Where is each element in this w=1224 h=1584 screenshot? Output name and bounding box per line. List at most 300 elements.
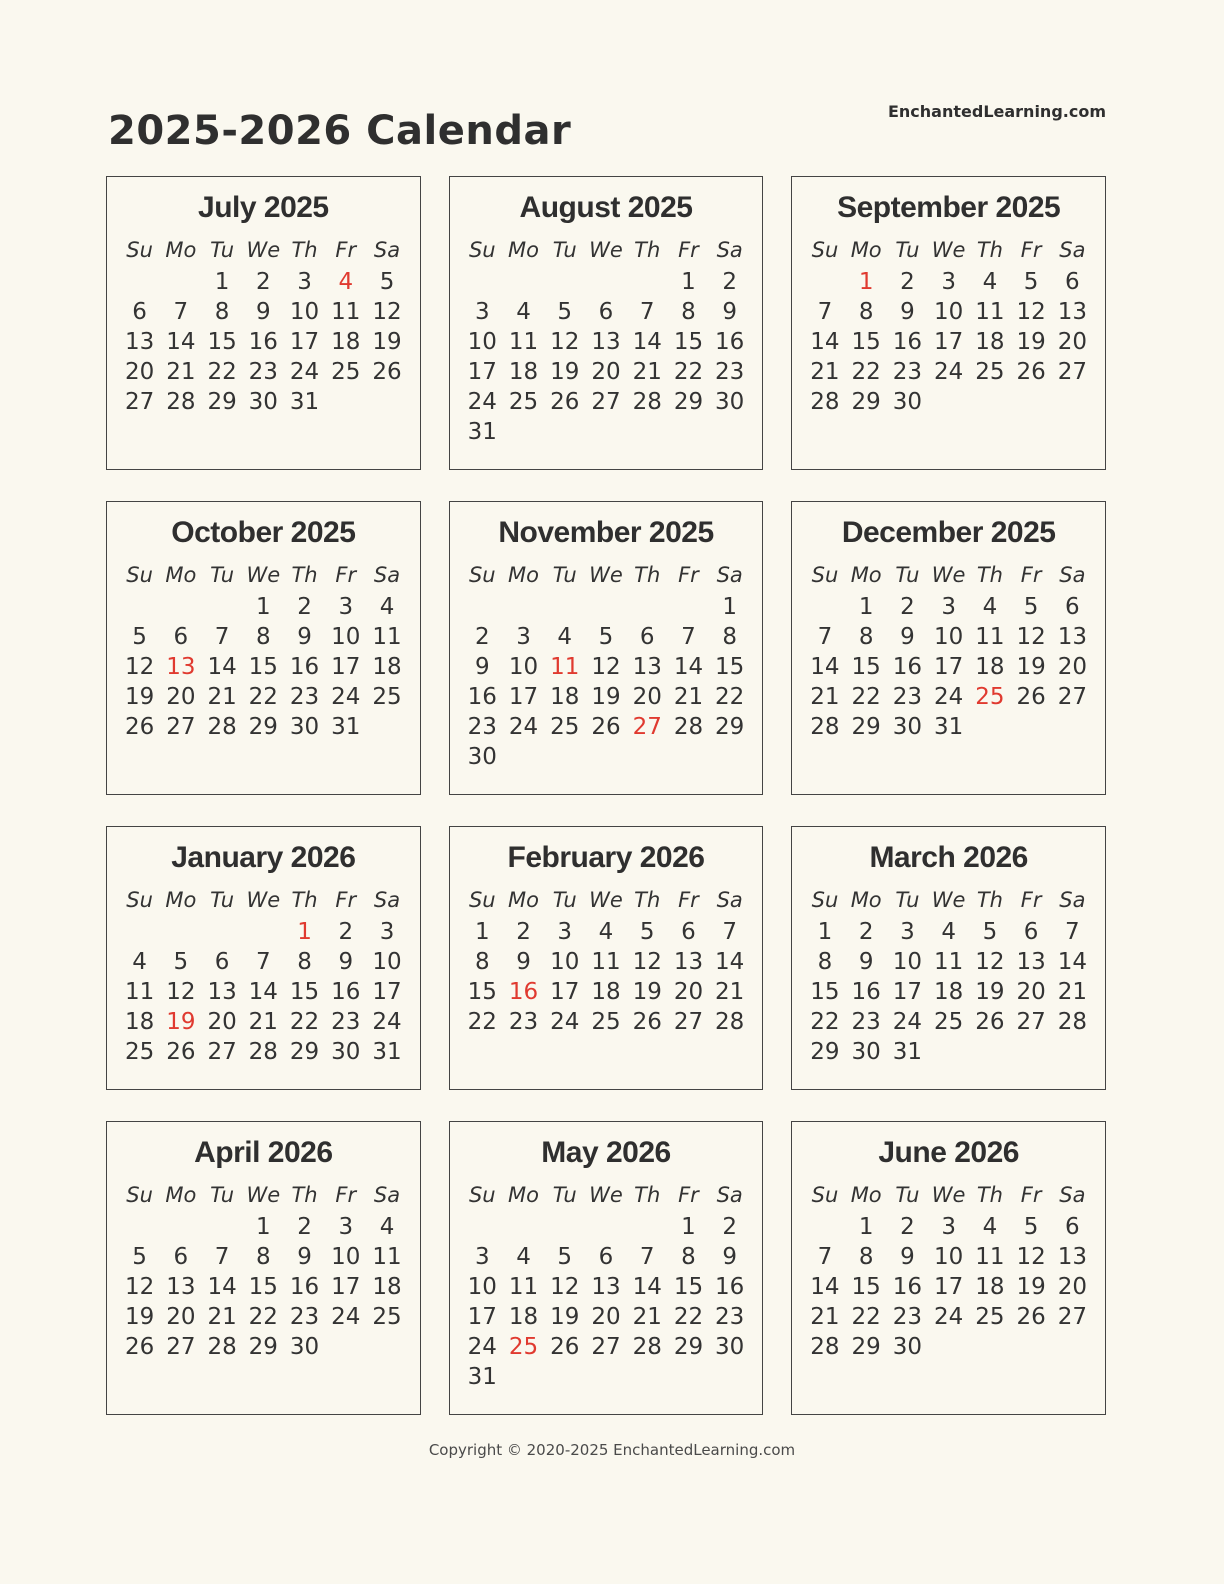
weekday-label: We [931,888,966,912]
day-cell: 6 [132,299,147,325]
day-cell: 10 [289,299,320,325]
day-cell: 4 [557,624,573,650]
day-cell: 28 [715,1009,745,1035]
day-cell: 19 [1016,1274,1046,1300]
day-cell: 24 [550,1009,580,1035]
day-cell: 31 [467,1364,497,1390]
day-cell: 12 [166,979,196,1005]
day-cell: 9 [722,299,738,325]
day-cell: 5 [557,299,573,325]
day-grid [804,592,1093,742]
month-box-march-2026 [791,826,1106,1090]
day-cell: 3 [379,919,395,945]
day-cell: 24 [467,1334,497,1360]
day-cell: 12 [1016,299,1046,325]
day-cell: 3 [338,594,354,620]
day-cell: 4 [516,299,531,325]
weekday-label: Tu [210,1183,235,1207]
day-cell: 8 [858,1244,874,1270]
day-cell: 29 [248,1334,278,1360]
day-cell: 12 [124,1274,155,1300]
day-cell: 10 [508,654,539,680]
weekday-label: Mo [165,888,197,912]
day-cell: 26 [550,389,580,415]
weekday-label: Fr [678,563,699,587]
day-cell: 30 [331,1039,361,1065]
day-cell: 18 [372,1274,402,1300]
day-cell: 16 [289,654,320,680]
weekday-label: Tu [895,1183,920,1207]
day-cell: 25 [124,1039,155,1065]
day-cell: 10 [331,624,361,650]
empty-day-cell [160,917,201,947]
empty-day-cell [544,267,585,297]
day-cell: 10 [550,949,580,975]
day-cell: 1 [256,1214,271,1240]
day-cell: 3 [557,919,573,945]
day-cell: 29 [810,1039,840,1065]
day-cell: 13 [591,1274,621,1300]
day-cell: 18 [331,329,361,355]
day-cell: 8 [297,949,312,975]
day-cell: 21 [810,359,840,385]
day-cell: 17 [467,359,497,385]
weekday-label: We [931,1183,966,1207]
day-cell: 8 [681,299,696,325]
day-cell: 20 [1057,654,1087,680]
day-cell: 3 [941,594,956,620]
day-cell: 26 [124,1334,155,1360]
day-cell: 4 [379,594,395,620]
empty-day-cell [119,267,160,297]
day-cell: 13 [632,654,662,680]
day-cell-holiday: 1 [858,269,874,295]
day-cell: 28 [207,714,237,740]
weekday-label: Tu [552,238,577,262]
weekday-label: Su [468,1183,496,1207]
day-cell: 24 [892,1009,923,1035]
day-cell: 19 [591,684,621,710]
day-cell: 18 [124,1009,155,1035]
day-cell: 22 [207,359,237,385]
weekday-label: Mo [508,563,539,587]
day-cell: 27 [591,389,621,415]
day-cell: 23 [248,359,278,385]
day-cell: 2 [900,1214,915,1240]
day-cell: 28 [632,389,662,415]
day-cell: 22 [673,1304,704,1330]
day-cell: 9 [474,654,490,680]
empty-day-cell [243,917,284,947]
empty-day-cell [462,1212,503,1242]
day-cell: 6 [598,299,614,325]
weekday-label: Tu [552,1183,577,1207]
day-cell: 12 [1016,1244,1046,1270]
day-cell: 4 [379,1214,395,1240]
day-cell: 9 [338,949,354,975]
month-box-may-2026 [449,1121,764,1415]
weekday-label: Th [291,238,318,262]
day-cell: 24 [331,684,361,710]
day-cell: 14 [673,654,704,680]
day-cell: 2 [297,1214,312,1240]
day-cell: 8 [681,1244,696,1270]
day-cell: 17 [934,1274,964,1300]
day-cell: 17 [372,979,402,1005]
day-cell: 13 [591,329,621,355]
day-cell: 30 [467,744,497,770]
weekday-label: Su [126,563,153,587]
weekday-label: Sa [1059,1183,1086,1207]
day-cell: 2 [722,1214,738,1240]
day-cell: 25 [331,359,361,385]
day-cell: 26 [550,1334,580,1360]
month-box-october-2025 [106,501,421,795]
day-cell: 8 [858,624,874,650]
day-cell: 31 [467,419,497,445]
day-cell: 25 [591,1009,621,1035]
weekday-label: Fr [1020,1183,1042,1207]
day-cell-holiday: 11 [550,654,580,680]
day-cell: 18 [372,654,402,680]
weekday-label: Sa [716,238,743,262]
day-cell: 25 [975,359,1005,385]
day-cell: 11 [975,624,1005,650]
day-cell: 6 [1065,594,1080,620]
day-cell: 19 [1016,654,1046,680]
day-grid [804,917,1093,1067]
weekday-label: Th [291,563,318,587]
day-cell: 4 [598,919,614,945]
day-grid [462,917,751,1037]
day-cell: 29 [673,389,704,415]
day-cell-holiday: 27 [632,714,662,740]
day-cell: 20 [166,684,196,710]
day-cell: 20 [673,979,704,1005]
day-grid [462,592,751,772]
day-cell: 28 [810,1334,840,1360]
day-cell: 5 [173,949,189,975]
weekday-label: Sa [716,563,743,587]
weekday-label: Su [468,563,496,587]
day-cell: 19 [1016,329,1046,355]
day-cell: 7 [639,299,655,325]
day-cell: 27 [166,1334,196,1360]
empty-day-cell [804,267,845,297]
day-cell: 26 [1016,359,1046,385]
weekday-header-row [804,885,1093,915]
weekday-label: Fr [678,888,699,912]
day-cell: 3 [900,919,915,945]
day-cell: 15 [248,1274,278,1300]
day-cell: 9 [297,624,312,650]
day-cell: 29 [851,389,881,415]
day-cell: 3 [516,624,531,650]
weekday-label: Th [634,888,661,912]
day-cell: 24 [934,1304,964,1330]
day-cell: 22 [851,1304,881,1330]
day-cell: 30 [851,1039,881,1065]
day-cell: 6 [598,1244,614,1270]
weekday-header-row [462,1180,751,1210]
day-cell: 13 [166,1274,196,1300]
day-cell: 3 [474,299,490,325]
day-cell: 21 [248,1009,278,1035]
month-title: June 2026 [878,1136,1019,1169]
day-cell: 21 [673,684,704,710]
weekday-label: Su [811,888,839,912]
weekday-label: We [931,238,966,262]
weekday-label: Fr [678,1183,699,1207]
day-cell: 13 [1057,299,1087,325]
weekday-label: Su [126,888,153,912]
weekday-label: Tu [895,238,920,262]
day-cell: 31 [892,1039,923,1065]
day-cell: 24 [934,359,964,385]
month-box-november-2025 [449,501,764,795]
day-cell: 8 [722,624,738,650]
day-cell: 20 [1057,1274,1087,1300]
day-cell: 23 [851,1009,881,1035]
day-cell: 20 [124,359,155,385]
weekday-label: Th [291,1183,318,1207]
day-grid [119,1212,408,1362]
day-cell: 30 [892,389,923,415]
weekday-label: Fr [1020,888,1042,912]
day-cell: 21 [715,979,745,1005]
empty-day-cell [544,592,585,622]
weekday-header-row [462,235,751,265]
day-cell: 12 [124,654,155,680]
day-cell: 22 [248,1304,278,1330]
day-cell: 4 [982,1214,998,1240]
day-cell: 23 [892,684,923,710]
day-cell: 2 [474,624,490,650]
weekday-label: Su [811,563,839,587]
day-cell: 21 [166,359,196,385]
day-cell: 29 [851,714,881,740]
empty-day-cell [201,592,242,622]
day-cell: 8 [256,624,271,650]
weekday-label: We [589,238,623,262]
weekday-label: Tu [895,563,920,587]
day-cell: 16 [331,979,361,1005]
day-cell: 12 [1016,624,1046,650]
day-cell: 6 [1065,269,1080,295]
day-cell: 7 [817,1244,833,1270]
day-cell: 12 [632,949,662,975]
day-cell: 11 [124,979,155,1005]
day-cell: 11 [331,299,361,325]
day-cell: 2 [858,919,874,945]
day-cell: 9 [297,1244,312,1270]
day-cell: 18 [934,979,964,1005]
day-cell: 23 [508,1009,539,1035]
weekday-label: Mo [165,563,197,587]
day-cell: 6 [173,1244,189,1270]
day-cell: 18 [975,1274,1005,1300]
day-cell: 9 [516,949,531,975]
weekday-label: Su [126,238,153,262]
page-header [106,100,1106,176]
day-cell: 15 [207,329,237,355]
month-title: November 2025 [498,516,714,549]
weekday-label: Fr [678,238,699,262]
month-title: July 2025 [198,191,329,224]
day-cell: 22 [248,684,278,710]
day-cell: 11 [372,624,402,650]
day-cell: 15 [851,329,881,355]
day-cell: 28 [207,1334,237,1360]
day-cell: 5 [1023,1214,1039,1240]
weekday-header-row [119,885,408,915]
day-cell: 7 [214,1244,230,1270]
day-cell: 23 [715,359,745,385]
day-cell: 22 [673,359,704,385]
empty-day-cell [503,1212,544,1242]
empty-day-cell [201,917,242,947]
day-cell-holiday: 16 [508,979,539,1005]
weekday-label: Su [468,238,496,262]
day-cell: 18 [591,979,621,1005]
day-cell: 16 [892,1274,923,1300]
day-cell: 7 [173,299,189,325]
day-cell: 26 [1016,1304,1046,1330]
weekday-header-row [462,560,751,590]
empty-day-cell [503,592,544,622]
weekday-label: Th [976,1183,1003,1207]
day-cell: 5 [982,919,998,945]
day-cell: 14 [810,329,840,355]
month-title: September 2025 [837,191,1061,224]
day-cell: 16 [851,979,881,1005]
day-cell: 28 [248,1039,278,1065]
day-cell: 15 [248,654,278,680]
empty-day-cell [804,1212,845,1242]
day-cell: 13 [207,979,237,1005]
day-cell: 9 [900,1244,915,1270]
day-cell: 29 [851,1334,881,1360]
day-cell: 9 [256,299,271,325]
day-cell: 10 [467,1274,497,1300]
weekday-label: Mo [165,1183,197,1207]
empty-day-cell [160,1212,201,1242]
day-cell: 15 [467,979,497,1005]
day-cell: 11 [372,1244,402,1270]
weekday-label: Tu [210,563,235,587]
day-cell: 11 [975,1244,1005,1270]
day-cell: 30 [715,1334,745,1360]
day-cell: 22 [289,1009,320,1035]
day-cell: 13 [673,949,704,975]
day-cell: 10 [934,1244,964,1270]
day-cell: 18 [975,654,1005,680]
page-title: 2025-2026 Calendar [108,108,572,154]
day-cell: 17 [467,1304,497,1330]
weekday-label: Tu [552,563,577,587]
day-cell: 12 [372,299,402,325]
day-grid [462,1212,751,1392]
day-cell: 6 [681,919,696,945]
day-cell: 31 [372,1039,402,1065]
day-cell: 7 [1065,919,1080,945]
day-cell: 24 [331,1304,361,1330]
day-cell: 28 [1057,1009,1087,1035]
day-cell: 1 [858,594,874,620]
day-cell: 3 [297,269,312,295]
weekday-label: Fr [1020,238,1042,262]
day-cell: 4 [941,919,956,945]
day-cell: 30 [892,1334,923,1360]
empty-day-cell [462,592,503,622]
weekday-header-row [804,1180,1093,1210]
empty-day-cell [668,592,709,622]
month-title: March 2026 [869,841,1028,874]
day-cell: 8 [817,949,833,975]
day-cell: 23 [467,714,497,740]
weekday-header-row [119,560,408,590]
day-cell: 10 [331,1244,361,1270]
day-cell: 4 [132,949,147,975]
day-cell: 21 [632,359,662,385]
day-cell: 1 [256,594,271,620]
weekday-header-row [119,235,408,265]
day-cell: 7 [817,624,833,650]
day-cell: 1 [474,919,490,945]
empty-day-cell [119,1212,160,1242]
weekday-label: Th [634,1183,661,1207]
month-title: January 2026 [171,841,356,874]
day-cell: 14 [810,654,840,680]
day-cell: 26 [372,359,402,385]
day-cell: 11 [591,949,621,975]
day-cell: 11 [508,1274,539,1300]
day-cell: 28 [810,714,840,740]
day-cell: 14 [715,949,745,975]
day-cell-holiday: 4 [338,269,354,295]
day-cell: 19 [550,1304,580,1330]
site-name: EnchantedLearning.com [887,102,1106,121]
day-cell: 20 [632,684,662,710]
weekday-label: Su [811,238,839,262]
day-grid [119,592,408,742]
day-cell: 7 [817,299,833,325]
day-cell: 17 [934,329,964,355]
day-cell: 8 [214,299,230,325]
day-cell: 22 [851,359,881,385]
day-cell: 1 [681,1214,696,1240]
day-cell: 27 [166,714,196,740]
day-cell: 6 [1065,1214,1080,1240]
empty-day-cell [804,592,845,622]
day-cell: 14 [810,1274,840,1300]
month-box-july-2025 [106,176,421,470]
day-grid [119,917,408,1067]
month-box-september-2025 [791,176,1106,470]
weekday-header-row [804,235,1093,265]
day-cell: 16 [892,329,923,355]
day-cell: 9 [722,1244,738,1270]
empty-day-cell [627,267,668,297]
day-cell: 16 [467,684,497,710]
weekday-label: We [246,238,281,262]
day-cell: 24 [934,684,964,710]
weekday-label: We [246,563,281,587]
weekday-label: Th [634,563,661,587]
day-cell: 2 [338,919,354,945]
day-grid [804,1212,1093,1362]
weekday-label: Su [811,1183,839,1207]
